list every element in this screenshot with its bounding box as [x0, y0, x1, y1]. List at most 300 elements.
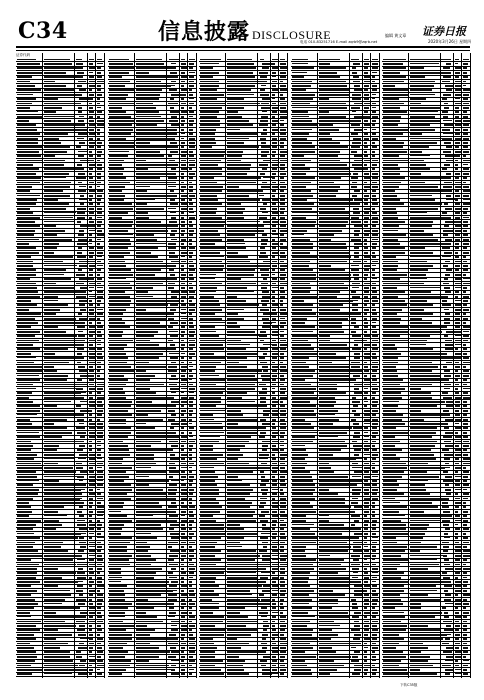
- cell-text: [109, 98, 126, 100]
- cell-text: [89, 212, 94, 214]
- cell-text: [383, 120, 400, 122]
- cell-text: [97, 436, 103, 438]
- cell-text: [189, 124, 193, 126]
- cell-text: [319, 599, 338, 601]
- cell-text: [444, 384, 451, 386]
- cell-text: [319, 261, 348, 263]
- cell-text: [352, 673, 360, 675]
- cell-text: [292, 182, 311, 184]
- cell-text: [463, 392, 468, 394]
- cell-text: [227, 542, 240, 544]
- cell-text: [272, 313, 277, 315]
- cell-text: [136, 59, 162, 61]
- cell-text: [17, 621, 41, 623]
- cell-text: [463, 340, 468, 342]
- cell-text: [17, 203, 36, 205]
- cell-text: [200, 533, 225, 535]
- cell-text: [17, 116, 42, 118]
- cell-text: [352, 467, 362, 468]
- cell-text: [446, 72, 451, 74]
- cell-text: [364, 480, 368, 482]
- cell-text: [292, 484, 316, 486]
- cell-text: [227, 98, 244, 100]
- cell-text: [227, 168, 250, 170]
- cell-text: [109, 564, 130, 566]
- cell-text: [292, 124, 317, 126]
- cell-text: [280, 318, 285, 319]
- cell-text: [97, 239, 101, 240]
- cell-text: [319, 375, 351, 377]
- cell-text: [410, 164, 426, 166]
- cell-text: [319, 603, 338, 604]
- cell-text: [200, 638, 213, 640]
- cell-text: [280, 634, 284, 636]
- cell-text: [76, 427, 85, 429]
- cell-text: [200, 673, 224, 675]
- cell-text: [17, 129, 37, 131]
- cell-text: [262, 388, 268, 390]
- cell-text: [189, 247, 196, 249]
- cell-text: [136, 656, 160, 658]
- cell-text: [319, 568, 346, 570]
- cell-text: [79, 625, 85, 627]
- cell-text: [364, 568, 367, 570]
- cell-text: [136, 142, 150, 144]
- cell-text: [44, 651, 70, 653]
- cell-text: [372, 449, 377, 451]
- cell-text: [444, 318, 450, 320]
- cell-text: [109, 502, 125, 504]
- cell-text: [443, 379, 449, 381]
- cell-text: [227, 506, 250, 508]
- cell-text: [442, 449, 448, 451]
- cell-text: [272, 493, 277, 495]
- cell-text: [79, 278, 89, 280]
- cell-text: [319, 296, 338, 298]
- cell-text: [410, 397, 432, 399]
- cell-text: [77, 559, 84, 560]
- cell-text: [80, 660, 86, 662]
- cell-text: [77, 243, 87, 245]
- cell-text: [97, 274, 100, 276]
- cell-text: [17, 274, 36, 276]
- cell-text: [200, 577, 216, 579]
- cell-text: [109, 340, 133, 342]
- cell-text: [262, 67, 269, 69]
- cell-text: [280, 625, 286, 627]
- cell-text: [189, 155, 194, 157]
- cell-text: [189, 375, 194, 377]
- cell-text: [189, 454, 192, 456]
- cell-text: [364, 287, 370, 289]
- cell-text: [200, 384, 216, 386]
- cell-text: [189, 379, 193, 380]
- cell-text: [168, 340, 173, 342]
- cell-text: [463, 164, 468, 165]
- cell-text: [354, 590, 363, 592]
- cell-text: [169, 160, 174, 162]
- cell-text: [260, 76, 267, 78]
- cell-text: [280, 669, 286, 671]
- table-row: [108, 677, 196, 678]
- cell-text: [200, 287, 217, 289]
- cell-text: [181, 160, 186, 162]
- cell-text: [168, 326, 173, 328]
- cell-text: [272, 581, 276, 583]
- cell-text: [170, 138, 175, 140]
- cell-text: [455, 63, 458, 64]
- cell-text: [280, 362, 283, 364]
- cell-text: [463, 379, 467, 381]
- cell-text: [292, 269, 314, 271]
- cell-text: [44, 484, 82, 486]
- cell-text: [292, 265, 310, 267]
- cell-text: [97, 278, 102, 280]
- cell-text: [181, 155, 186, 157]
- cell-text: [89, 476, 95, 478]
- cell-text: [109, 107, 122, 109]
- cell-text: [17, 603, 38, 605]
- cell-text: [227, 467, 264, 469]
- cell-text: [136, 559, 156, 561]
- cell-text: [17, 217, 40, 219]
- cell-text: [292, 471, 310, 473]
- cell-text: [463, 59, 469, 61]
- cell-text: [17, 436, 40, 438]
- cell-text: [170, 458, 179, 460]
- cell-text: [383, 392, 401, 394]
- cell-text: [189, 463, 195, 465]
- cell-text: [410, 322, 432, 324]
- cell-text: [168, 594, 176, 596]
- cell-text: [189, 111, 195, 113]
- cell-text: [364, 564, 369, 566]
- cell-text: [76, 340, 85, 342]
- cell-text: [280, 603, 283, 605]
- cell-text: [292, 493, 314, 495]
- cell-text: [17, 146, 42, 148]
- cell-text: [263, 370, 269, 372]
- cell-text: [280, 221, 286, 223]
- cell-text: [351, 564, 360, 566]
- cell-text: [364, 348, 367, 350]
- cell-text: [189, 357, 193, 359]
- cell-text: [97, 124, 104, 126]
- cell-text: [292, 559, 316, 561]
- cell-text: [455, 414, 460, 416]
- cell-text: [170, 344, 175, 346]
- cell-text: [227, 572, 256, 573]
- cell-text: [364, 212, 369, 214]
- cell-text: [272, 445, 276, 447]
- cell-text: [383, 348, 397, 350]
- cell-text: [319, 436, 339, 437]
- cell-text: [227, 366, 247, 368]
- cell-text: [97, 410, 103, 412]
- cell-text: [77, 85, 82, 87]
- cell-text: [78, 313, 83, 315]
- cell-text: [319, 388, 337, 390]
- cell-text: [383, 283, 409, 285]
- column-divider: [74, 53, 75, 678]
- cell-text: [227, 116, 242, 118]
- cell-text: [136, 546, 151, 548]
- cell-text: [319, 590, 334, 592]
- cell-text: [227, 72, 253, 74]
- cell-text: [260, 537, 268, 539]
- cell-text: [17, 524, 36, 526]
- cell-text: [189, 546, 192, 548]
- cell-text: [89, 138, 93, 140]
- cell-text: [280, 278, 285, 280]
- cell-text: [17, 67, 42, 69]
- cell-text: [17, 357, 36, 358]
- cell-text: [89, 643, 94, 645]
- cell-text: [364, 405, 368, 407]
- cell-text: [77, 208, 86, 210]
- column-divider: [95, 53, 96, 678]
- cell-text: [292, 81, 312, 82]
- cell-text: [272, 427, 276, 429]
- cell-text: [261, 283, 267, 285]
- cell-text: [44, 555, 77, 557]
- cell-text: [292, 405, 316, 407]
- cell-text: [78, 133, 87, 135]
- cell-text: [227, 621, 258, 623]
- cell-text: [44, 616, 80, 618]
- column-divider: [87, 53, 88, 678]
- cell-text: [189, 252, 194, 254]
- cell-text: [259, 225, 264, 227]
- cell-text: [200, 98, 217, 100]
- cell-text: [89, 283, 95, 285]
- cell-text: [319, 607, 333, 608]
- cell-text: [272, 607, 276, 609]
- cell-text: [364, 375, 368, 377]
- cell-text: [109, 85, 126, 87]
- cell-text: [227, 388, 255, 390]
- cell-text: [169, 555, 178, 557]
- cell-text: [280, 590, 286, 592]
- cell-text: [372, 173, 378, 175]
- cell-text: [292, 506, 313, 508]
- cell-text: [136, 151, 161, 153]
- cell-text: [410, 225, 432, 227]
- cell-text: [442, 98, 447, 100]
- cell-text: [372, 85, 378, 87]
- cell-text: [260, 419, 266, 421]
- cell-text: [446, 362, 453, 364]
- cell-text: [109, 405, 132, 407]
- cell-text: [89, 528, 94, 530]
- cell-text: [292, 221, 316, 223]
- cell-text: [280, 537, 286, 539]
- cell-text: [272, 283, 276, 285]
- cell-text: [319, 647, 333, 649]
- cell-text: [372, 318, 377, 320]
- cell-text: [292, 502, 311, 504]
- cell-text: [383, 375, 398, 377]
- cell-text: [44, 550, 68, 552]
- cell-text: [77, 498, 83, 499]
- cell-text: [292, 173, 306, 175]
- cell-text: [227, 607, 245, 609]
- cell-text: [364, 261, 367, 263]
- cell-text: [227, 208, 245, 210]
- cell-text: [372, 471, 379, 473]
- cell-text: [136, 94, 161, 96]
- cell-text: [292, 234, 304, 235]
- cell-text: [372, 502, 376, 504]
- cell-text: [181, 432, 184, 434]
- cell-text: [17, 103, 32, 105]
- cell-text: [292, 577, 310, 579]
- cell-text: [463, 230, 467, 232]
- cell-text: [410, 111, 438, 112]
- cell-text: [372, 669, 377, 671]
- cell-text: [443, 410, 449, 412]
- cell-text: [97, 397, 104, 399]
- cell-text: [170, 234, 175, 236]
- cell-text: [272, 98, 275, 99]
- cell-text: [181, 656, 185, 658]
- cell-text: [280, 621, 285, 623]
- cell-text: [17, 164, 33, 166]
- cell-text: [455, 234, 460, 236]
- cell-text: [372, 397, 376, 399]
- cell-text: [272, 643, 276, 645]
- cell-text: [200, 357, 225, 359]
- cell-text: [463, 410, 468, 412]
- cell-text: [97, 550, 101, 552]
- cell-text: [189, 515, 195, 517]
- cell-text: [168, 432, 175, 434]
- cell-text: [189, 168, 192, 170]
- cell-text: [410, 142, 437, 144]
- cell-text: [44, 405, 57, 407]
- cell-text: [292, 120, 312, 122]
- cell-text: [200, 331, 216, 332]
- cell-text: [280, 581, 285, 583]
- cell-text: [181, 353, 186, 354]
- cell-text: [372, 89, 378, 91]
- cell-text: [383, 133, 403, 135]
- cell-text: [383, 261, 398, 263]
- cell-text: [169, 612, 177, 614]
- cell-text: [97, 160, 100, 162]
- cell-text: [44, 85, 66, 87]
- cell-text: [109, 384, 127, 386]
- cell-text: [181, 660, 185, 662]
- cell-text: [227, 436, 251, 438]
- cell-text: [181, 300, 184, 302]
- cell-text: [17, 151, 39, 153]
- column-divider: [166, 53, 167, 678]
- cell-text: [136, 638, 169, 640]
- cell-text: [272, 133, 275, 135]
- cell-text: [89, 120, 94, 122]
- cell-text: [372, 638, 377, 640]
- cell-text: [352, 309, 358, 311]
- cell-text: [352, 348, 361, 350]
- cell-text: [353, 581, 361, 583]
- cell-text: [463, 252, 469, 254]
- cell-text: [319, 230, 342, 232]
- cell-text: [80, 410, 90, 412]
- cell-text: [280, 340, 286, 342]
- cell-text: [44, 221, 74, 222]
- cell-text: [136, 379, 150, 381]
- cell-text: [280, 182, 285, 184]
- cell-text: [97, 366, 101, 368]
- cell-text: [351, 151, 357, 153]
- cell-text: [319, 269, 345, 271]
- cell-text: [319, 392, 346, 394]
- cell-text: [200, 146, 212, 148]
- cell-text: [168, 186, 177, 187]
- cell-text: [17, 366, 43, 368]
- cell-text: [200, 471, 215, 473]
- cell-text: [136, 247, 159, 249]
- cell-text: [280, 568, 285, 570]
- cell-text: [227, 67, 256, 69]
- cell-text: [189, 256, 192, 258]
- cell-text: [280, 164, 285, 166]
- cell-text: [353, 173, 358, 175]
- cell-text: [109, 629, 126, 631]
- cell-text: [89, 256, 93, 258]
- cell-text: [17, 63, 40, 65]
- cell-text: [189, 384, 193, 386]
- cell-text: [259, 515, 265, 517]
- cell-text: [97, 89, 101, 91]
- cell-text: [136, 445, 152, 447]
- cell-text: [292, 291, 310, 293]
- cell-text: [200, 186, 223, 188]
- cell-text: [463, 278, 470, 279]
- cell-text: [280, 384, 284, 386]
- cell-text: [372, 133, 376, 135]
- cell-text: [109, 612, 125, 614]
- cell-text: [189, 265, 195, 267]
- cell-text: [227, 331, 255, 333]
- cell-text: [77, 252, 83, 254]
- cell-text: [354, 432, 359, 434]
- cell-text: [77, 103, 81, 105]
- cell-text: [97, 379, 104, 380]
- cell-text: [168, 643, 178, 645]
- cell-text: [170, 274, 175, 276]
- cell-text: [181, 230, 185, 232]
- cell-text: [372, 379, 378, 381]
- cell-text: [181, 146, 184, 148]
- cell-text: [383, 296, 398, 298]
- cell-text: [79, 506, 83, 508]
- cell-text: [364, 168, 369, 170]
- cell-text: [200, 366, 216, 368]
- cell-text: [97, 212, 102, 214]
- cell-text: [77, 629, 86, 630]
- cell-text: [280, 133, 286, 135]
- cell-text: [89, 348, 95, 350]
- cell-text: [227, 384, 255, 386]
- cell-text: [280, 612, 283, 614]
- cell-text: [260, 265, 270, 267]
- cell-text: [319, 177, 342, 179]
- cell-text: [97, 559, 103, 561]
- cell-text: [109, 445, 128, 447]
- cell-text: [280, 375, 284, 377]
